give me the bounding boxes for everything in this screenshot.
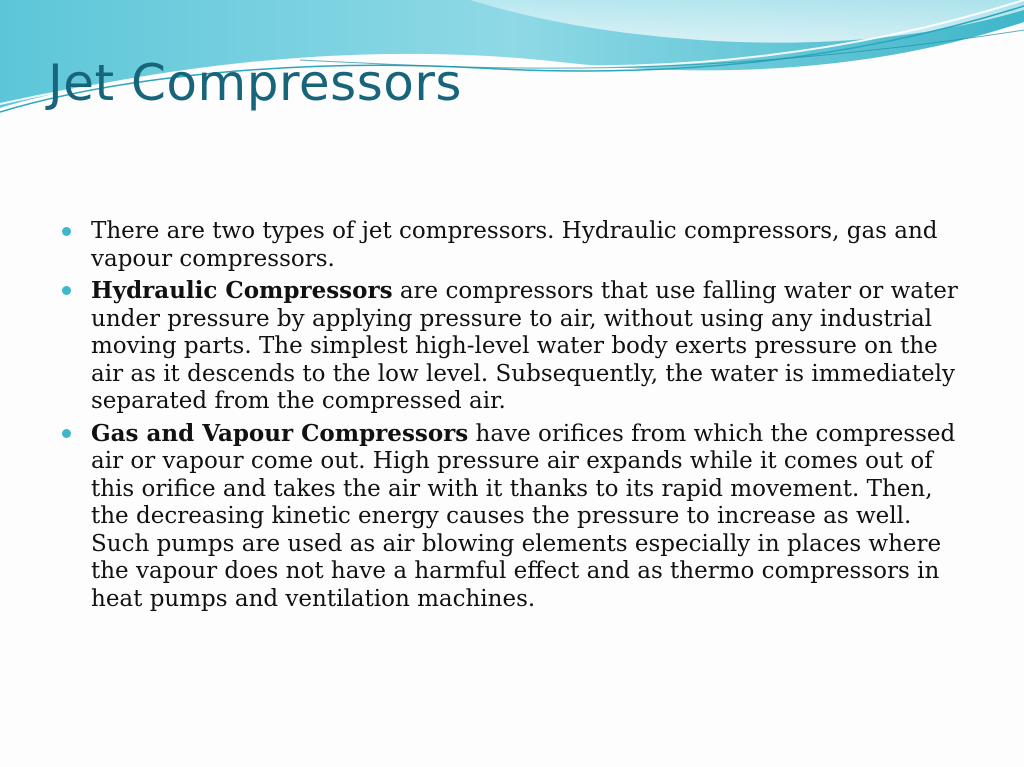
bullet-dot-icon <box>62 227 71 236</box>
bullet-item-types <box>62 218 972 273</box>
bullet-dot-icon <box>62 286 71 295</box>
bullet-text: There are two types of jet compressors. Hydraulic compressors, gas and vapour compressors. <box>91 218 938 272</box>
bullet-item-gas-vapour <box>62 420 972 614</box>
bullet-term: Hydraulic Compressors <box>91 277 393 304</box>
bullet-list <box>62 218 972 617</box>
bullet-item-hydraulic <box>62 277 972 416</box>
slide-title: Jet Compressors <box>48 54 462 112</box>
bullet-text: are compressors that use falling water or water under pressure by applying pressure to air, without using any industrial moving parts. The simplest high-level water body exerts pressure on the air as it descends to the low level. Subsequently, the water is immediately separated from the compressed air. <box>91 278 958 414</box>
bullet-dot-icon <box>62 429 71 438</box>
bullet-text: have orifices from which the compressed air or vapour come out. High pressure air expands while it comes out of this orifice and takes the air with it thanks to its rapid movement. Then, the decreasing kinetic energy causes the pressure to increase as well. Such pumps are used as air blowing elements especially in places where the vapour does not have a harmful effect and as thermo compressors in heat pumps and ventilation machines. <box>91 420 956 612</box>
bullet-term: Gas and Vapour Compressors <box>91 419 469 447</box>
